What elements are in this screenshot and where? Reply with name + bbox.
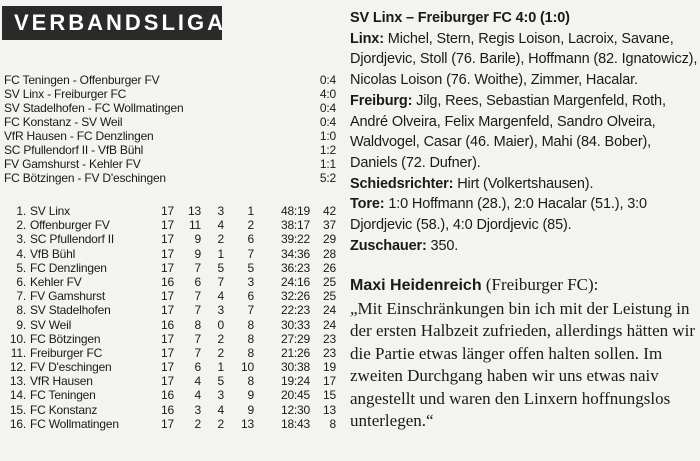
fixture-match: FV Gamshurst - Kehler FV bbox=[4, 157, 141, 171]
spectators-label: Zuschauer: bbox=[350, 237, 427, 254]
quote-club: (Freiburger FC): bbox=[481, 275, 599, 294]
standing-team: SV Linx bbox=[30, 204, 70, 218]
standings-table bbox=[4, 204, 336, 431]
goals-value: 1:0 Hoffmann (28.), 2:0 Hacalar (51.), 3:0 Djordjevic (58.), 4:0 Djordjevic (85). bbox=[350, 196, 647, 234]
standing-points: 42 bbox=[323, 204, 336, 218]
standing-rank: 13. bbox=[9, 374, 26, 389]
goals-label: Tore: bbox=[350, 196, 385, 213]
freiburg-label: Freiburg: bbox=[350, 92, 413, 109]
standing-points: 37 bbox=[323, 218, 336, 233]
report-spectators bbox=[350, 236, 700, 257]
standing-rank: 11. bbox=[10, 345, 26, 360]
standings-row bbox=[4, 204, 336, 218]
standing-points: 15 bbox=[323, 388, 336, 403]
standing-losses: 5 bbox=[247, 260, 254, 275]
standing-played: 17 bbox=[161, 204, 174, 218]
standing-team: Kehler FV bbox=[30, 274, 82, 289]
standing-draws: 3 bbox=[217, 204, 224, 218]
standing-wins: 4 bbox=[194, 388, 201, 403]
standing-losses: 8 bbox=[247, 331, 254, 346]
standing-played: 17 bbox=[161, 345, 174, 360]
fixture-score: 1:1 bbox=[319, 157, 336, 171]
fixture-row bbox=[4, 101, 336, 115]
standing-rank: 16. bbox=[9, 416, 26, 431]
standings-row bbox=[4, 332, 336, 346]
standing-team: SC Pfullendorf II bbox=[30, 232, 114, 247]
standings-row bbox=[4, 289, 336, 303]
section-title: VERBANDSLIGA bbox=[2, 6, 222, 40]
standing-goals: 24:16 bbox=[280, 274, 310, 289]
quote-text: „Mit Einschränkungen bin ich mit der Leistung in der ersten Halbzeit zufrieden, allerdings hätten wir die Partie etwas länger offen halten sollen. Im zweiten Durchgang haben wir uns etwas naiv angestellt und waren den Linxern hoffnungslos unterlegen.“ bbox=[350, 298, 696, 430]
standing-draws: 4 bbox=[217, 289, 224, 304]
standings-row bbox=[4, 360, 336, 374]
standing-losses: 7 bbox=[247, 246, 254, 261]
standing-wins: 8 bbox=[194, 317, 201, 332]
standings-row bbox=[4, 218, 336, 232]
standing-played: 17 bbox=[161, 331, 174, 346]
standing-played: 16 bbox=[161, 402, 174, 417]
standing-rank: 2. bbox=[16, 218, 26, 233]
standing-goals: 21:26 bbox=[280, 345, 310, 360]
standing-played: 17 bbox=[161, 360, 174, 375]
standings-row bbox=[4, 275, 336, 289]
standing-points: 24 bbox=[323, 317, 336, 332]
standing-team: FC Denzlingen bbox=[30, 260, 107, 275]
linx-label: Linx: bbox=[350, 30, 384, 47]
standing-points: 28 bbox=[323, 246, 336, 261]
standing-losses: 1 bbox=[247, 204, 254, 218]
left-column bbox=[0, 0, 340, 461]
standing-points: 23 bbox=[323, 331, 336, 346]
standing-draws: 3 bbox=[217, 303, 224, 318]
standing-goals: 22:23 bbox=[280, 303, 310, 318]
standing-points: 19 bbox=[323, 360, 336, 375]
report-lineups bbox=[350, 29, 700, 174]
standing-played: 17 bbox=[161, 303, 174, 318]
standing-wins: 7 bbox=[194, 345, 201, 360]
referee-label: Schiedsrichter: bbox=[350, 175, 454, 192]
standings-row bbox=[4, 261, 336, 275]
report-referee bbox=[350, 174, 700, 195]
standing-losses: 10 bbox=[241, 360, 254, 375]
standing-losses: 2 bbox=[247, 218, 254, 233]
standing-goals: 32:26 bbox=[280, 289, 310, 304]
standing-wins: 7 bbox=[194, 289, 201, 304]
standing-draws: 1 bbox=[217, 246, 224, 261]
standing-wins: 13 bbox=[188, 204, 201, 218]
fixture-match: FC Teningen - Offenburger FV bbox=[4, 73, 160, 87]
standing-team: FC Bötzingen bbox=[30, 331, 101, 346]
standing-draws: 4 bbox=[217, 218, 224, 233]
standing-goals: 20:45 bbox=[280, 388, 310, 403]
standings-row bbox=[4, 374, 336, 388]
fixture-match: FC Bötzingen - FV D'eschingen bbox=[4, 171, 166, 185]
standing-team: FV D'eschingen bbox=[30, 360, 112, 375]
standings-row bbox=[4, 318, 336, 332]
standing-draws: 4 bbox=[217, 402, 224, 417]
standing-played: 17 bbox=[161, 374, 174, 389]
standing-points: 25 bbox=[323, 289, 336, 304]
standing-losses: 6 bbox=[247, 232, 254, 247]
fixture-match: SV Stadelhofen - FC Wollmatingen bbox=[4, 101, 184, 115]
player-quote bbox=[350, 274, 700, 433]
standing-goals: 34:36 bbox=[280, 246, 310, 261]
fixture-row bbox=[4, 87, 336, 101]
standing-wins: 4 bbox=[194, 374, 201, 389]
fixture-row bbox=[4, 115, 336, 129]
standing-losses: 9 bbox=[247, 402, 254, 417]
standing-wins: 7 bbox=[194, 331, 201, 346]
standing-goals: 38:17 bbox=[280, 218, 310, 233]
standing-draws: 5 bbox=[217, 260, 224, 275]
fixture-row bbox=[4, 171, 336, 185]
standing-rank: 9. bbox=[16, 317, 26, 332]
standing-team: FC Wollmatingen bbox=[30, 416, 119, 431]
standing-wins: 7 bbox=[194, 260, 201, 275]
standing-points: 25 bbox=[323, 274, 336, 289]
standings-row bbox=[4, 346, 336, 360]
standing-team: Offenburger FV bbox=[30, 218, 110, 233]
standing-wins: 6 bbox=[194, 274, 201, 289]
standing-goals: 19:24 bbox=[280, 374, 310, 389]
standing-goals: 48:19 bbox=[280, 204, 310, 218]
standing-losses: 13 bbox=[241, 416, 254, 431]
standing-losses: 8 bbox=[247, 374, 254, 389]
standing-team: SV Stadelhofen bbox=[30, 303, 111, 318]
freiburg-lineup: Jilg, Rees, Sebastian Margenfeld, Roth, André Olveira, Felix Margenfeld, Sandro Olveira, Waldvogel, Casar (46. Maier), Mahi (84. Bober), Daniels (72. Dufner). bbox=[350, 92, 666, 171]
fixture-score: 1:2 bbox=[319, 143, 336, 157]
standing-goals: 39:22 bbox=[280, 232, 310, 247]
standing-rank: 1. bbox=[16, 204, 26, 218]
standing-played: 17 bbox=[161, 416, 174, 431]
standing-points: 13 bbox=[323, 402, 336, 417]
standing-losses: 7 bbox=[247, 303, 254, 318]
standing-draws: 1 bbox=[217, 360, 224, 375]
fixture-score: 0:4 bbox=[319, 101, 336, 115]
standing-points: 17 bbox=[323, 374, 336, 389]
fixture-score: 5:2 bbox=[319, 171, 336, 185]
standings-row bbox=[4, 232, 336, 246]
standing-losses: 3 bbox=[247, 274, 254, 289]
standing-draws: 2 bbox=[217, 345, 224, 360]
standing-played: 17 bbox=[161, 218, 174, 233]
standing-played: 16 bbox=[161, 274, 174, 289]
standing-wins: 2 bbox=[194, 416, 201, 431]
standings-row bbox=[4, 247, 336, 261]
standing-played: 16 bbox=[161, 388, 174, 403]
standing-draws: 2 bbox=[217, 416, 224, 431]
standing-draws: 2 bbox=[217, 232, 224, 247]
standing-draws: 2 bbox=[217, 331, 224, 346]
standing-rank: 3. bbox=[16, 232, 26, 247]
fixtures-list bbox=[4, 73, 336, 185]
standing-rank: 4. bbox=[16, 246, 26, 261]
standing-points: 8 bbox=[329, 416, 336, 431]
standing-rank: 12. bbox=[9, 360, 26, 375]
standing-played: 16 bbox=[161, 317, 174, 332]
standing-played: 17 bbox=[161, 232, 174, 247]
standing-losses: 8 bbox=[247, 345, 254, 360]
standing-draws: 3 bbox=[217, 388, 224, 403]
standing-losses: 8 bbox=[247, 317, 254, 332]
standing-goals: 30:33 bbox=[280, 317, 310, 332]
report-goals bbox=[350, 194, 700, 235]
standing-goals: 18:43 bbox=[280, 416, 310, 431]
standing-team: VfB Bühl bbox=[30, 246, 76, 261]
standing-wins: 3 bbox=[194, 402, 201, 417]
fixture-match: SV Linx - Freiburger FC bbox=[4, 87, 127, 101]
standing-wins: 7 bbox=[194, 303, 201, 318]
standing-rank: 14. bbox=[9, 388, 26, 403]
fixture-score: 0:4 bbox=[319, 115, 336, 129]
standings-row bbox=[4, 417, 336, 431]
fixture-row bbox=[4, 143, 336, 157]
fixture-score: 0:4 bbox=[319, 73, 336, 87]
standing-rank: 10. bbox=[9, 331, 26, 346]
quote-name: Maxi Heidenreich bbox=[350, 277, 482, 294]
standings-row bbox=[4, 388, 336, 402]
fixture-match: SC Pfullendorf II - VfB Bühl bbox=[4, 143, 144, 157]
standing-rank: 15. bbox=[9, 402, 26, 417]
standing-draws: 7 bbox=[217, 274, 224, 289]
fixture-row bbox=[4, 157, 336, 171]
standing-draws: 0 bbox=[217, 317, 224, 332]
standing-wins: 9 bbox=[194, 246, 201, 261]
fixture-match: VfR Hausen - FC Denzlingen bbox=[4, 129, 154, 143]
standing-points: 24 bbox=[323, 303, 336, 318]
standing-team: SV Weil bbox=[30, 317, 72, 332]
standing-team: FC Konstanz bbox=[30, 402, 98, 417]
standing-played: 17 bbox=[161, 260, 174, 275]
spectators-value: 350. bbox=[426, 237, 459, 254]
standing-played: 17 bbox=[161, 246, 174, 261]
right-column bbox=[346, 0, 700, 461]
standing-points: 23 bbox=[323, 345, 336, 360]
standing-draws: 5 bbox=[217, 374, 224, 389]
fixture-match: FC Konstanz - SV Weil bbox=[4, 115, 123, 129]
standing-team: FV Gamshurst bbox=[30, 289, 105, 304]
standing-rank: 6. bbox=[16, 274, 26, 289]
standing-rank: 8. bbox=[16, 303, 26, 318]
standing-team: Freiburger FC bbox=[30, 345, 103, 360]
referee-value: Hirt (Volkertshausen). bbox=[453, 175, 594, 192]
standing-wins: 9 bbox=[194, 232, 201, 247]
standing-wins: 6 bbox=[194, 360, 201, 375]
standing-goals: 36:23 bbox=[280, 260, 310, 275]
standings-row bbox=[4, 403, 336, 417]
standing-losses: 9 bbox=[247, 388, 254, 403]
match-report bbox=[350, 8, 700, 256]
report-headline: SV Linx – Freiburger FC 4:0 (1:0) bbox=[350, 10, 570, 26]
standing-losses: 6 bbox=[247, 289, 254, 304]
fixture-score: 1:0 bbox=[319, 129, 336, 143]
linx-lineup: Michel, Stern, Regis Loison, Lacroix, Savane, Djordjevic, Stoll (76. Barile), Hoffmann (82. Ignatowicz), Nicolas Loison (76. Woithe), Zimmer, Hacalar. bbox=[350, 30, 698, 89]
fixture-score: 4:0 bbox=[319, 87, 336, 101]
standing-rank: 7. bbox=[16, 289, 26, 304]
standing-rank: 5. bbox=[16, 260, 26, 275]
standing-played: 17 bbox=[161, 289, 174, 304]
standing-goals: 12:30 bbox=[280, 402, 310, 417]
standing-goals: 30:38 bbox=[280, 360, 310, 375]
fixture-row bbox=[4, 73, 336, 87]
standing-points: 26 bbox=[323, 260, 336, 275]
standing-wins: 11 bbox=[188, 218, 201, 233]
standing-team: FC Teningen bbox=[30, 388, 96, 403]
standing-points: 29 bbox=[323, 232, 336, 247]
standings-row bbox=[4, 303, 336, 317]
standing-team: VfR Hausen bbox=[30, 374, 93, 389]
fixture-row bbox=[4, 129, 336, 143]
standing-goals: 27:29 bbox=[280, 331, 310, 346]
